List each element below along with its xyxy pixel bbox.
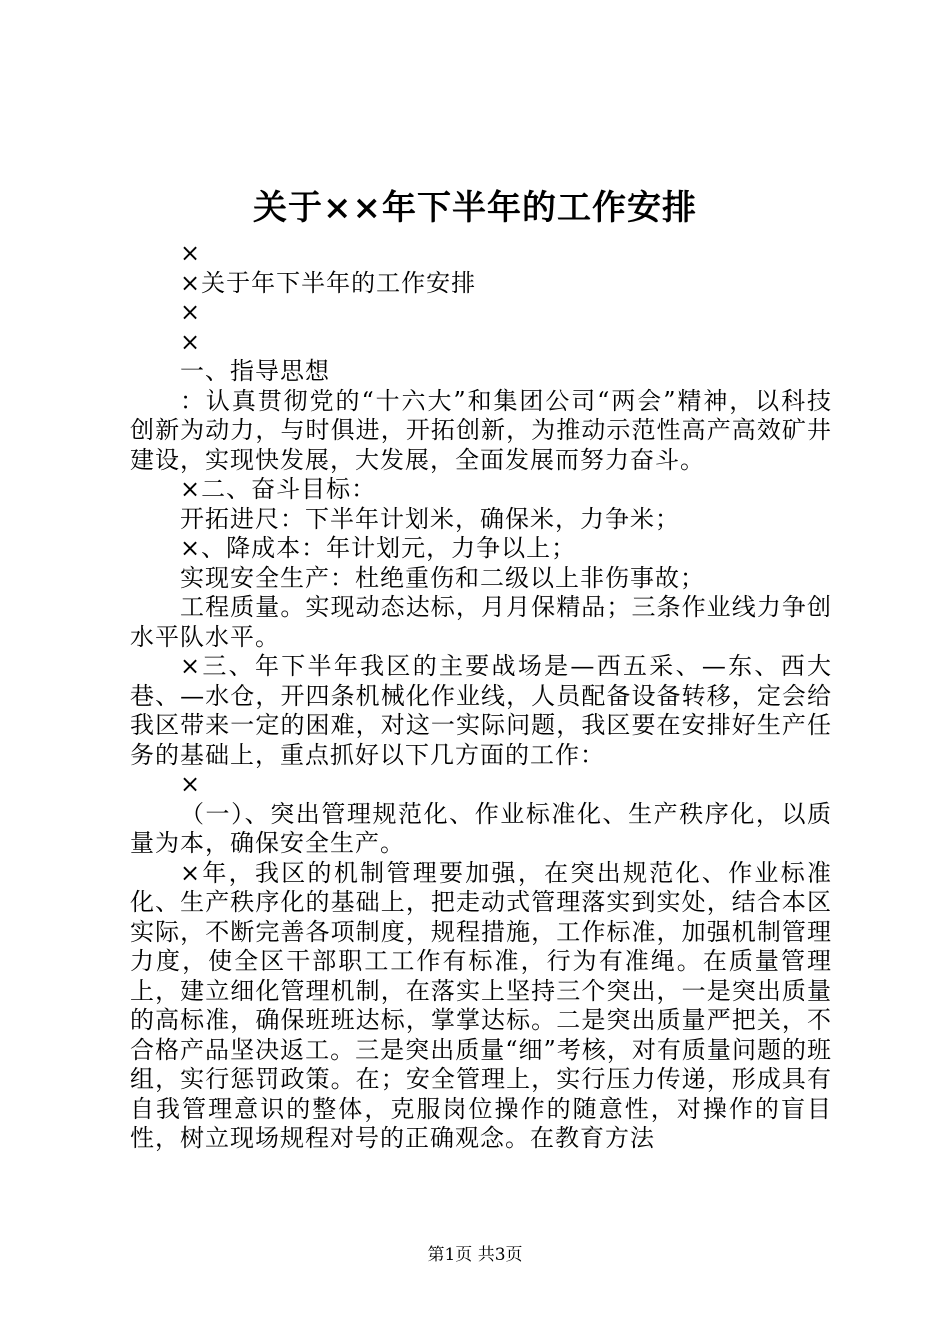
- subsection-heading: （一）、突出管理规范化、作业标准化、生产秩序化，以质量为本，确保安全生产。: [130, 799, 832, 857]
- document-title: 关于××年下半年的工作安排: [253, 188, 697, 228]
- paragraph: ×: [180, 298, 202, 326]
- paragraph: ×: [180, 239, 202, 267]
- section-heading-guiding-ideology: 一、指导思想: [180, 357, 330, 385]
- paragraph: 工程质量。实现动态达标，月月保精品；三条作业线力争创水平队水平。: [130, 593, 832, 651]
- paragraph: ×三、年下半年我区的主要战场是—西五采、—东、西大巷、—水仓，开四条机械化作业线，人员配备设备转移，定会给我区带来一定的困难，对这一实际问题，我区要在安排好生产任务的基础上，重点抓好以下几方面的工作：: [130, 652, 832, 769]
- paragraph: ：认真贯彻党的“十六大”和集团公司“两会”精神，以科技创新为动力，与时俱进，开拓创新，为推动示范性高产高效矿井建设，实现快发展，大发展，全面发展而努力奋斗。: [130, 386, 832, 474]
- paragraph: 实现安全生产：杜绝重伤和二级以上非伤事故；: [180, 563, 705, 592]
- paragraph: 开拓进尺：下半年计划米，确保米，力争米；: [180, 504, 680, 533]
- paragraph: ×: [180, 327, 202, 356]
- paragraph: ×: [180, 770, 202, 798]
- page-footer: 第1页 共3页: [427, 1245, 523, 1265]
- document-body: [130, 239, 832, 1154]
- section-heading-goals: ×二、奋斗目标：: [180, 475, 377, 503]
- paragraph: ×年，我区的机制管理要加强，在突出规范化、作业标准化、生产秩序化的基础上，把走动式管理落实到实处，结合本区实际，不断完善各项制度，规程措施，工作标准，加强机制管理力度，使全区干部职工工作有标准，行为有准绳。在质量管理上，建立细化管理机制，在落实上坚持三个突出，一是突出质量的高标准，确保班班达标，掌掌达标。二是突出质量严把关，不合格产品坚决返工。三是突出质量“细”考核，对有质量问题的班组，实行惩罚政策。在；安全管理上，实行压力传递，形成具有自我管理意识的整体，克服岗位操作的随意性，对操作的盲目性，树立现场规程对号的正确观念。在教育方法: [130, 858, 832, 1152]
- paragraph: ×、降成本：年计划元，力争以上；: [180, 534, 577, 562]
- paragraph: ×关于年下半年的工作安排: [180, 268, 477, 297]
